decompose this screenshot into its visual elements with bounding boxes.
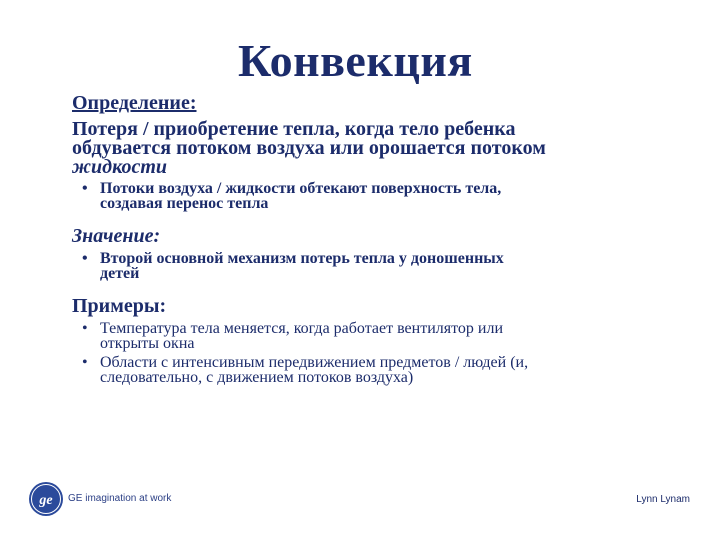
meaning-heading: Значение: (72, 225, 161, 247)
definition-bullets (72, 181, 672, 211)
examples-bullets (72, 321, 672, 385)
slide-content (72, 92, 672, 389)
bullet-icon: • (82, 180, 88, 197)
bullet-line1: Потоки воздуха / жидкости обтекают поверхность тела, (100, 180, 502, 197)
svg-text:ge: ge (39, 493, 53, 508)
examples-heading: Примеры: (72, 295, 167, 317)
page-title: Конвекция (238, 35, 473, 86)
footer-author: Lynn Lynam (636, 494, 690, 505)
bullet-icon: • (82, 250, 88, 267)
bullet-line2: создавая перенос тепла (100, 195, 269, 212)
bullet-line1: Температура тела меняется, когда работает вентилятор или (100, 320, 503, 337)
definition-text (72, 120, 672, 177)
list-item (82, 355, 672, 385)
bullet-line1: Области с интенсивным передвижением предметов / людей (и, (100, 354, 529, 371)
bullet-line2: открыты окна (100, 335, 195, 352)
bullet-line2: детей (100, 265, 140, 282)
list-item (82, 251, 672, 281)
definition-text-line1: Потеря / приобретение тепла, когда тело ребенка (72, 118, 516, 140)
footer-tagline: GE imagination at work (68, 493, 172, 504)
list-item (82, 321, 672, 351)
bullet-line2: следовательно, с движением потоков воздуха) (100, 369, 414, 386)
bullet-line1: Второй основной механизм потерь тепла у доношенных (100, 250, 504, 267)
definition-text-line3: жидкости (72, 156, 168, 178)
bullet-icon: • (82, 354, 88, 371)
definition-heading: Определение: (72, 92, 197, 114)
definition-text-line2: обдувается потоком воздуха или орошается потоком (72, 137, 546, 159)
list-item (82, 181, 672, 211)
ge-logo-icon (28, 481, 64, 517)
bullet-icon: • (82, 320, 88, 337)
meaning-bullets (72, 251, 672, 281)
